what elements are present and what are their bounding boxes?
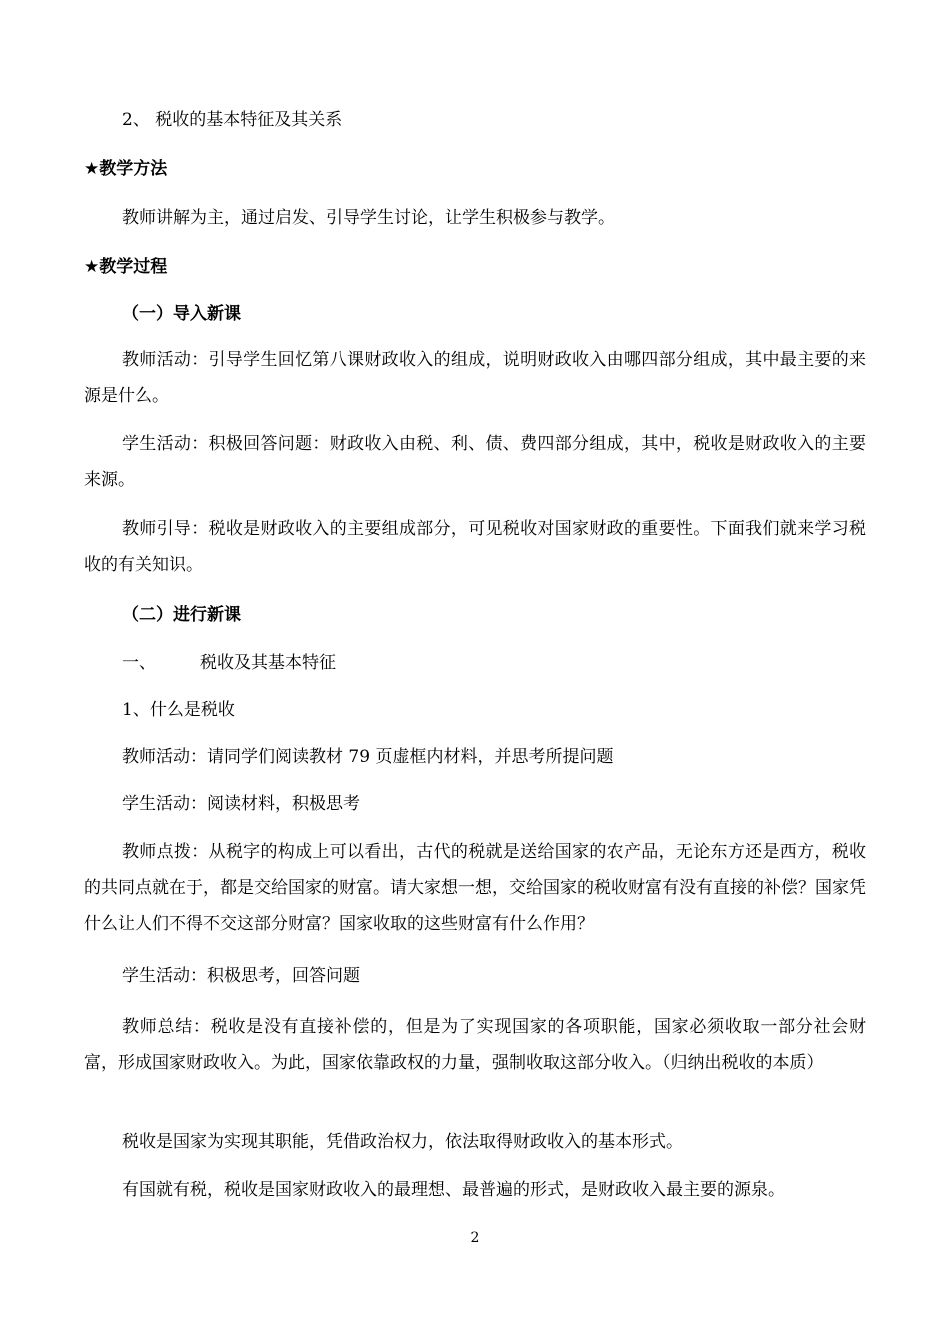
paragraph-teaching-method: 教师讲解为主，通过启发、引导学生讨论，让学生积极参与教学。	[122, 208, 615, 228]
page-number: 2	[470, 1230, 480, 1246]
paragraph-teacher-activity-1: 教师活动：引导学生回忆第八课财政收入的组成，说明财政收入由哪四部分组成，其中最主要的来源是什么。	[84, 350, 866, 406]
paragraph-teacher-summary: 教师总结：税收是没有直接补偿的，但是为了实现国家的各项职能，国家必须收取一部分社会财富，形成国家财政收入。为此，国家依靠政权的力量，强制收取这部分收入。（归纳出税收的本质）	[84, 1017, 866, 1073]
list-item-1: 1、什么是税收	[122, 700, 235, 720]
section-heading-intro: （一）导入新课	[122, 304, 241, 324]
subsection-heading-1	[122, 645, 874, 681]
paragraph-student-activity-3: 学生活动：积极思考，回答问题	[122, 966, 360, 986]
list-item-2: 2、 税收的基本特征及其关系	[122, 110, 343, 130]
paragraph-teacher-guide: 教师引导：税收是财政收入的主要组成部分，可见税收对国家财政的重要性。下面我们就来学习税收的有关知识。	[84, 519, 866, 575]
paragraph-teacher-hint: 教师点拨：从税字的构成上可以看出，古代的税就是送给国家的农产品，无论东方还是西方，税收的共同点就在于，都是交给国家的财富。请大家想一想，交给国家的税收财富有没有直接的补偿？国家凭什么让人们不得不交这部分财富？国家收取的这些财富有什么作用？	[84, 842, 866, 934]
section-heading-new-lesson: （二）进行新课	[122, 605, 241, 625]
heading-teaching-method: ★教学方法	[84, 159, 168, 179]
paragraph-teacher-activity-2: 教师活动：请同学们阅读教材 79 页虚框内材料，并思考所提问题	[122, 747, 614, 767]
paragraph-conclusion: 有国就有税，税收是国家财政收入的最理想、最普遍的形式，是财政收入最主要的源泉。	[122, 1180, 785, 1200]
paragraph-student-activity-2: 学生活动：阅读材料，积极思考	[122, 794, 360, 814]
subsection-number: 一、	[122, 653, 156, 673]
subsection-title: 税收及其基本特征	[200, 653, 336, 673]
paragraph-student-activity-1: 学生活动：积极回答问题：财政收入由税、利、债、费四部分组成，其中，税收是财政收入的主要来源。	[84, 434, 866, 490]
heading-teaching-process: ★教学过程	[84, 257, 168, 277]
paragraph-tax-definition: 税收是国家为实现其职能，凭借政治权力，依法取得财政收入的基本形式。	[122, 1132, 683, 1152]
